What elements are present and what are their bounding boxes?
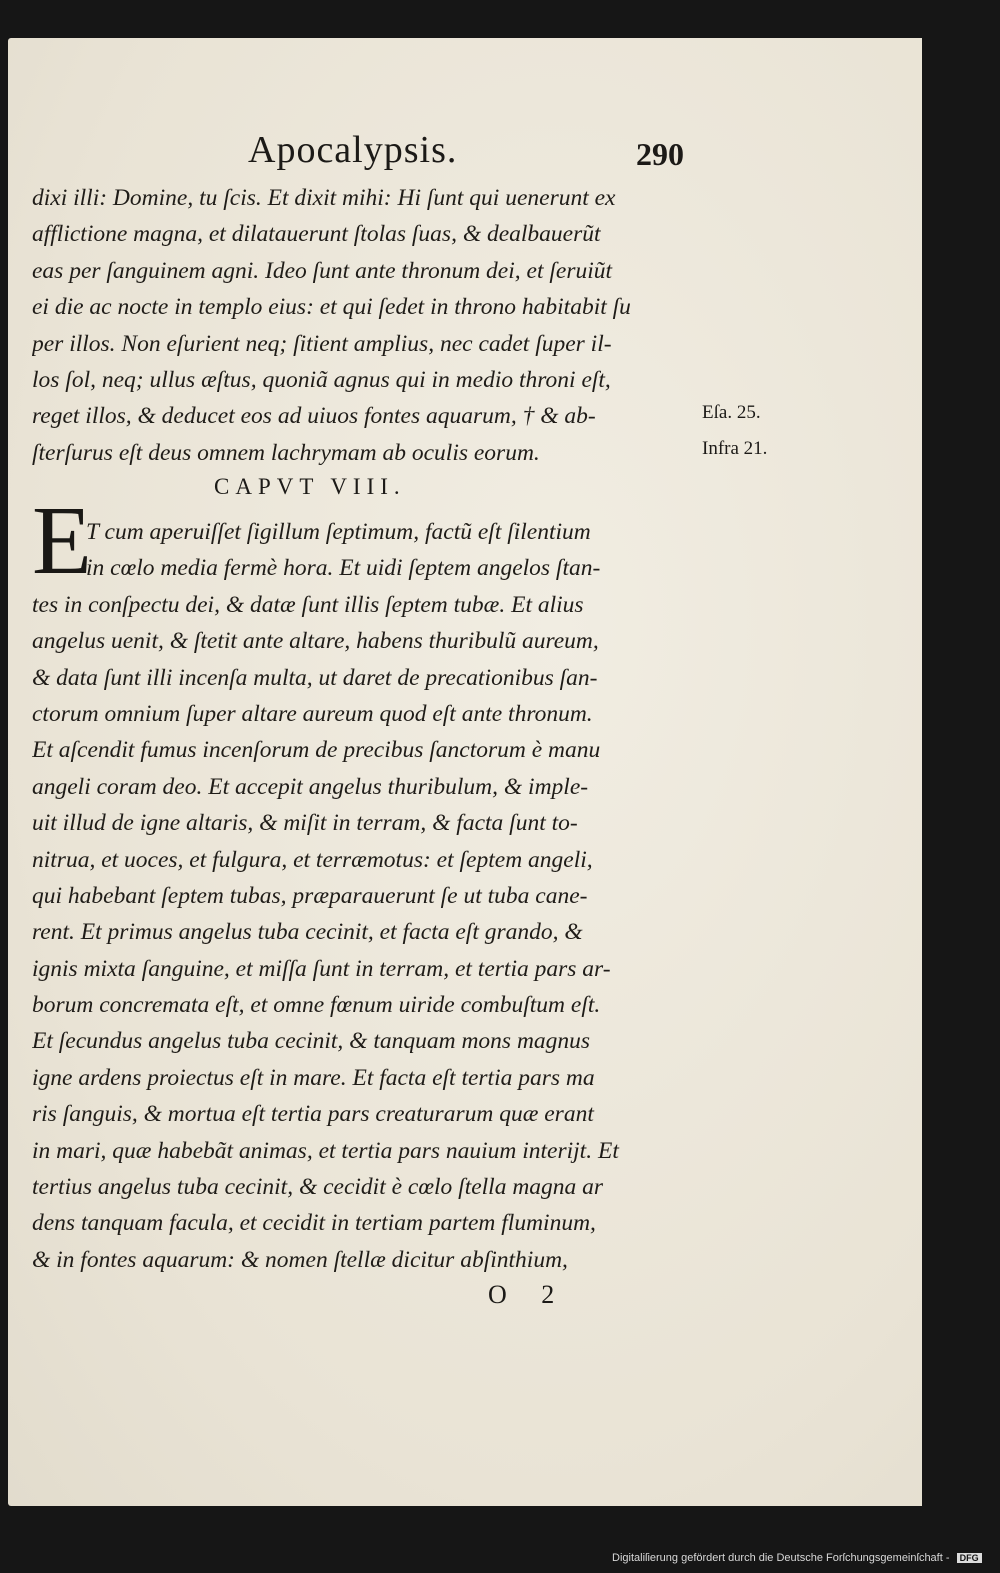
text-line: afflictione magna, et dilatauerunt ſtolas ſuas, & dealbauerũt — [32, 221, 601, 248]
digitization-credit — [612, 1552, 982, 1564]
text-block-top — [32, 180, 700, 471]
margin-note: Infra 21. — [702, 438, 768, 459]
text-line: los ſol, neq; ullus æſtus, quoniã agnus qui in medio throni eſt, — [32, 366, 611, 393]
credit-text: Digitaliſierung gefördert durch die Deutsche Forſchungsgemeinſchaft - — [612, 1552, 950, 1564]
text-line: tes in conſpectu dei, & datæ ſunt illis ſeptem tubæ. Et alius — [32, 591, 584, 618]
text-line: rent. Et primus angelus tuba cecinit, et facta eſt grando, & — [32, 919, 583, 946]
folio-number: 290 — [636, 136, 684, 172]
text-line: eas per ſanguinem agni. Ideo ſunt ante thronum dei, et ſeruiũt — [32, 257, 613, 284]
text-line: nitrua, et uoces, et fulgura, et terræmotus: et ſeptem angeli, — [32, 846, 593, 873]
text-line: & in fontes aquarum: & nomen ſtellæ dicitur abſinthium, — [32, 1246, 568, 1273]
text-block-chapter — [32, 514, 700, 1278]
running-head: Apocalypsis. — [248, 129, 458, 171]
signature-mark: O 2 — [488, 1280, 569, 1309]
text-line: ctorum omnium ſuper altare aureum quod eſt ante thronum. — [32, 700, 593, 727]
chapter-heading: CAPVT VIII. — [214, 474, 406, 499]
text-line: ſterſurus eſt deus omnem lachrymam ab oculis eorum. — [32, 439, 540, 466]
text-line: & data ſunt illi incenſa multa, ut daret de precationibus ſan- — [32, 664, 598, 691]
margin-note: Eſa. 25. — [702, 402, 761, 423]
text-line: in cœlo media fermè hora. Et uidi ſeptem angelos ſtan- — [86, 555, 601, 582]
drop-cap-initial: E — [32, 487, 92, 595]
text-line: Et ſecundus angelus tuba cecinit, & tanquam mons magnus — [32, 1028, 591, 1055]
text-line: qui habebant ſeptem tubas, præparauerunt ſe ut tuba cane- — [32, 882, 588, 909]
text-line: angeli coram deo. Et accepit angelus thuribulum, & imple- — [32, 773, 589, 800]
text-line: uit illud de igne altaris, & miſit in terram, & facta ſunt to- — [32, 810, 578, 837]
text-line: ignis mixta ſanguine, et miſſa ſunt in terram, et tertia pars ar- — [32, 955, 611, 982]
text-line: T cum aperuiſſet ſigillum ſeptimum, factũ eſt ſilentium — [86, 519, 591, 545]
text-line: borum concremata eſt, et omne fœnum uiride combuſtum eſt. — [32, 992, 601, 1019]
text-line: igne ardens proiectus eſt in mare. Et facta eſt tertia pars ma — [32, 1064, 595, 1091]
text-line: ris ſanguis, & mortua eſt tertia pars creaturarum quæ erant — [32, 1101, 594, 1128]
text-line: angelus uenit, & ſtetit ante altare, habens thuribulũ aureum, — [32, 628, 599, 655]
text-line: tertius angelus tuba cecinit, & cecidit è cœlo ſtella magna ar — [32, 1174, 604, 1201]
text-line: reget illos, & deducet eos ad uiuos fontes aquarum, † & ab- — [32, 403, 596, 430]
dfg-logo-icon: DFG — [957, 1553, 982, 1563]
text-line: per illos. Non eſurient neq; ſitient amplius, nec cadet ſuper il- — [32, 330, 612, 357]
text-line: Et aſcendit fumus incenſorum de precibus ſanctorum è manu — [32, 737, 601, 764]
text-line: ei die ac nocte in templo eius: et qui ſedet in throno habitabit ſu — [32, 294, 631, 321]
text-line: dens tanquam facula, et cecidit in tertiam partem fluminum, — [32, 1210, 596, 1237]
text-line: in mari, quæ habebãt animas, et tertia pars nauium interijt. Et — [32, 1137, 619, 1164]
text-line: dixi illi: Domine, tu ſcis. Et dixit mihi: Hi ſunt qui uenerunt ex — [32, 185, 616, 211]
